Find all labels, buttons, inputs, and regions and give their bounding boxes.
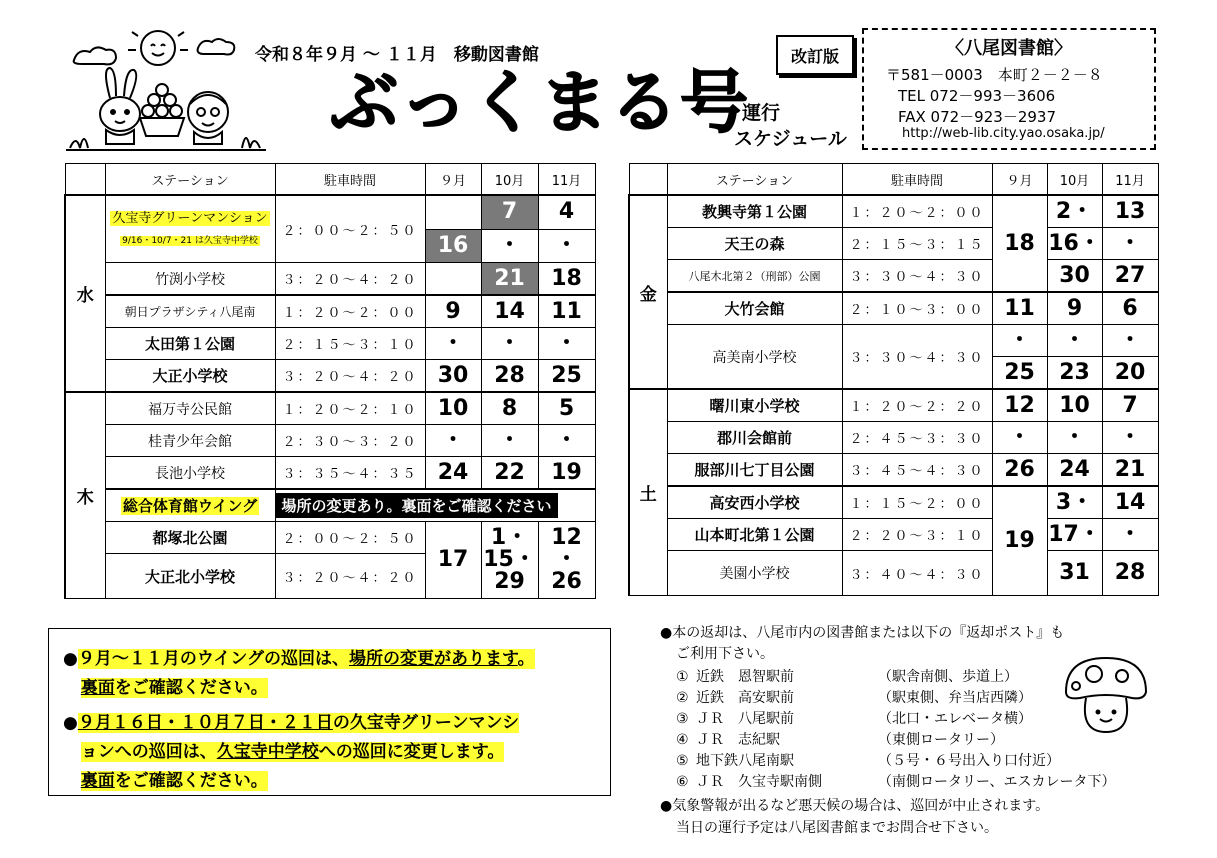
notice-text: 。 <box>517 649 535 669</box>
date-value: ・ <box>555 547 578 572</box>
date-cell: ・ <box>538 425 595 457</box>
date-cell: 16・ <box>1047 228 1102 260</box>
station-name: 大正小学校 <box>105 360 275 393</box>
date-cell: 30 <box>425 360 481 393</box>
time-cell: ３：２０～４：２０ <box>275 554 425 599</box>
return-post-location: （駅東側、弁当店西隣） <box>878 690 1032 706</box>
notice-text: への巡回に変更します。 <box>318 742 505 762</box>
date-cell: 19 <box>992 486 1047 596</box>
date-value: 29 <box>494 569 525 594</box>
date-cell: 27 <box>1102 260 1158 293</box>
return-post-number: ④ <box>676 732 689 748</box>
date-highlight: 21 <box>482 263 538 294</box>
time-cell: １：１５～２：００ <box>842 486 992 519</box>
time-cell: ３：３５～４：３５ <box>275 457 425 490</box>
station-name: 美園小学校 <box>667 551 842 596</box>
time-cell: ３：２０～４：２０ <box>275 360 425 393</box>
date-cell: 20 <box>1102 357 1158 390</box>
date-cell: 11 <box>992 292 1047 325</box>
station-name: 八尾木北第２（刑部）公園 <box>667 260 842 293</box>
library-url[interactable]: http://web-lib.city.yao.osaka.jp/ <box>902 126 1105 141</box>
date-cell: 8 <box>481 392 538 425</box>
date-cell: 24 <box>425 457 481 490</box>
time-header: 駐車時間 <box>275 164 425 196</box>
date-cell: 6 <box>1102 292 1158 325</box>
date-cell: ・ <box>1102 228 1158 260</box>
time-cell: ３：３０～４：３０ <box>842 260 992 293</box>
return-post-location: （東側ロータリー） <box>878 732 1004 748</box>
date-cell: 4 <box>538 195 595 229</box>
date-cell: 10 <box>425 392 481 425</box>
date-highlight: 7 <box>482 196 538 229</box>
station-name: 長池小学校 <box>105 457 275 490</box>
day-label-thu: 木 <box>65 392 105 599</box>
date-cell: 7 <box>1102 389 1158 422</box>
time-cell: ３：２０～４：２０ <box>275 263 425 296</box>
return-intro-line1: ●本の返却は、八尾市内の図書館または以下の『返却ポスト』も <box>660 625 1065 641</box>
date-cell: 18 <box>992 195 1047 292</box>
station-name: 朝日プラザシティ八尾南 <box>105 295 275 328</box>
return-post-name: 地下鉄八尾南駅 <box>696 753 794 769</box>
date-value: 15・ <box>483 547 536 572</box>
date-cell: ・ <box>425 425 481 457</box>
date-cell: ・ <box>481 328 538 360</box>
return-post-name: 近鉄 高安駅前 <box>696 690 794 706</box>
date-cell: ・ <box>1047 422 1102 454</box>
date-cell <box>481 522 538 599</box>
date-cell: 28 <box>1102 551 1158 596</box>
station-name: 服部川七丁目公園 <box>667 454 842 487</box>
notice-text: 裏面 <box>80 678 115 698</box>
day-header-blank <box>65 164 105 196</box>
return-post-name: ＪＲ 久宝寺駅南側 <box>696 774 822 790</box>
station-name: 曙川東小学校 <box>667 389 842 422</box>
notice-box <box>48 628 611 796</box>
date-cell: ・ <box>992 325 1047 357</box>
return-post-location: （北口・エレベータ横） <box>878 711 1032 727</box>
nov-header: 11月 <box>1102 164 1158 196</box>
return-post-name: ＪＲ 八尾駅前 <box>696 711 794 727</box>
station-header: ステーション <box>667 164 842 196</box>
station-name: 都塚北公園 <box>105 522 275 554</box>
notice-item-kyuhoji: ●９月１６日・１０月７日・２１日の久宝寺グリーンマンシ ョンへの巡回は、久宝寺中学校への巡回に変更します。 裏面をご確認ください。 <box>63 713 520 791</box>
date-cell: ・ <box>481 229 538 263</box>
schedule-table-wed-thu <box>64 163 596 599</box>
station-name: 郡川会館前 <box>667 422 842 454</box>
nov-header: 11月 <box>538 164 595 196</box>
day-header-blank <box>629 164 667 196</box>
location-change-banner: 場所の変更あり。裏面をご確認ください <box>276 493 558 518</box>
date-value: 12 <box>551 525 582 550</box>
date-cell: ・ <box>425 328 481 360</box>
date-cell: ・ <box>1102 325 1158 357</box>
date-cell: 18 <box>538 263 595 296</box>
time-cell: ３：３０～４：３０ <box>842 325 992 390</box>
notice-text: ９月～１１月のウイングの巡回は、 <box>77 649 349 669</box>
return-post-number: ③ <box>676 711 689 727</box>
library-address: 〒581－0003 本町２－２－８ <box>886 66 1103 84</box>
time-cell: ２：４５～３：３０ <box>842 422 992 454</box>
date-cell: 19 <box>538 457 595 490</box>
oct-header: 10月 <box>1047 164 1102 196</box>
station-cell <box>105 195 275 263</box>
notice-text: の久宝寺グリーンマンシ <box>332 713 520 733</box>
date-cell: ・ <box>538 229 595 263</box>
schedule-period: 令和８年９月 ～ １１月 移動図書館 <box>255 45 539 65</box>
return-post-item <box>676 666 1115 687</box>
time-cell: ２：００～２：５０ <box>275 522 425 554</box>
subtitle-line1: 運行 <box>742 102 781 124</box>
date-cell: 25 <box>538 360 595 393</box>
time-cell: １：２０～２：００ <box>275 295 425 328</box>
station-name: 高美南小学校 <box>667 325 842 390</box>
date-cell: 30 <box>1047 260 1102 293</box>
return-post-location: （南側ロータリー、エスカレータ下） <box>878 774 1116 790</box>
station-name: 天王の森 <box>667 228 842 260</box>
date-cell <box>425 195 481 229</box>
date-cell: 12 <box>992 389 1047 422</box>
date-cell: 17・ <box>1047 519 1102 551</box>
time-cell: ２：１０～３：００ <box>842 292 992 325</box>
date-cell <box>481 195 538 229</box>
sun-icon <box>128 26 188 65</box>
station-header: ステーション <box>105 164 275 196</box>
time-cell: １：２０～２：１０ <box>275 392 425 425</box>
date-cell: 26 <box>992 454 1047 487</box>
return-post-item <box>676 687 1115 708</box>
date-cell: 22 <box>481 457 538 490</box>
return-post-item <box>676 729 1115 750</box>
sep-header: ９月 <box>992 164 1047 196</box>
date-cell: ・ <box>1102 422 1158 454</box>
time-cell: ３：４０～４：３０ <box>842 551 992 596</box>
date-cell: 21 <box>1102 454 1158 487</box>
time-cell: １：２０～２：００ <box>842 195 992 228</box>
schedule-table-fri-sat <box>628 163 1159 596</box>
station-name: 高安西小学校 <box>667 486 842 519</box>
weather-notice-line1: ●気象警報が出るなど悪天候の場合は、巡回が中止されます。 <box>660 798 1050 814</box>
time-cell: ２：１５～３：１０ <box>275 328 425 360</box>
return-post-list <box>676 666 1115 792</box>
return-post-item <box>676 771 1115 792</box>
time-cell: ２：１５～３：１５ <box>842 228 992 260</box>
rabbit-icon <box>100 68 140 144</box>
notice-text: 久宝寺中学校 <box>216 742 319 762</box>
dango-icon <box>140 84 184 136</box>
library-name: 〈八尾図書館〉 <box>946 38 1072 59</box>
return-post-location: （５号・６号出入り口付近） <box>878 753 1060 769</box>
return-post-item <box>676 750 1115 771</box>
return-post-location: （駅舎南側、歩道上） <box>878 669 1018 685</box>
child-icon <box>188 92 228 144</box>
oct-header: 10月 <box>481 164 538 196</box>
time-cell: ３：４５～４：３０ <box>842 454 992 487</box>
station-name: 太田第１公園 <box>105 328 275 360</box>
date-cell <box>425 229 481 263</box>
sep-header: ９月 <box>425 164 481 196</box>
date-cell: 14 <box>1102 486 1158 519</box>
date-cell: 9 <box>425 295 481 328</box>
weather-notice-line2: 当日の運行予定は八尾図書館までお問合せ下さい。 <box>676 820 998 836</box>
date-highlight: 16 <box>426 230 481 263</box>
date-cell: 10 <box>1047 389 1102 422</box>
station-note: 9/16・10/7・21 は久宝寺中学校 <box>122 235 258 246</box>
library-fax: FAX 072－923－2937 <box>898 108 1056 126</box>
date-value: 1・ <box>490 525 529 550</box>
notice-text: 裏面 <box>80 771 115 791</box>
subtitle-line2: スケジュール <box>734 128 847 150</box>
time-cell: ２：２０～３：１０ <box>842 519 992 551</box>
station-name: 大竹会館 <box>667 292 842 325</box>
date-cell: ・ <box>481 425 538 457</box>
location-change-cell <box>275 489 595 522</box>
date-cell: 14 <box>481 295 538 328</box>
time-header: 駐車時間 <box>842 164 992 196</box>
date-cell: 13 <box>1102 195 1158 228</box>
date-cell: 3・ <box>1047 486 1102 519</box>
notice-text: ９月１６日・１０月７日・２１日 <box>77 713 333 733</box>
date-cell: 28 <box>481 360 538 393</box>
return-post-name: 近鉄 恩智駅前 <box>696 669 794 685</box>
date-cell: 24 <box>1047 454 1102 487</box>
date-cell: 2・ <box>1047 195 1102 228</box>
time-cell: １：２０～２：２０ <box>842 389 992 422</box>
date-cell <box>481 263 538 296</box>
return-post-number: ② <box>676 690 689 706</box>
notice-item-wing: ●９月～１１月のウイングの巡回は、場所の変更があります。 裏面をご確認ください。 <box>63 649 535 698</box>
date-cell: ・ <box>1047 325 1102 357</box>
station-name: 桂青少年会館 <box>105 425 275 457</box>
date-cell: 11 <box>538 295 595 328</box>
cloud-icon <box>198 39 235 55</box>
mushroom-icon <box>1060 652 1150 742</box>
date-cell: 9 <box>1047 292 1102 325</box>
time-cell: ２：００～２：５０ <box>275 195 425 263</box>
station-name: 大正北小学校 <box>105 554 275 599</box>
return-post-name: ＪＲ 志紀駅 <box>696 732 780 748</box>
station-name: 教興寺第１公園 <box>667 195 842 228</box>
return-intro-line2: ご利用下さい。 <box>676 646 774 662</box>
station-name: 福万寺公民館 <box>105 392 275 425</box>
date-cell: 23 <box>1047 357 1102 390</box>
station-cell <box>105 489 275 522</box>
date-cell: 25 <box>992 357 1047 390</box>
date-value: 26 <box>551 569 582 594</box>
day-label-fri: 金 <box>629 195 667 389</box>
return-post-number: ⑥ <box>676 774 689 790</box>
date-cell: ・ <box>538 328 595 360</box>
station-name: 竹渕小学校 <box>105 263 275 296</box>
station-name: 山本町北第１公園 <box>667 519 842 551</box>
library-tel: TEL 072－993－3606 <box>898 87 1056 105</box>
station-name: 総合体育館ウイング <box>122 497 258 515</box>
time-cell: ２：３０～３：２０ <box>275 425 425 457</box>
date-cell: 5 <box>538 392 595 425</box>
page-title: ぶっくまる号 <box>330 64 751 143</box>
date-cell: 31 <box>1047 551 1102 596</box>
date-cell: ・ <box>1102 519 1158 551</box>
date-cell <box>538 522 595 599</box>
notice-text: ョンへの巡回は、 <box>80 742 217 762</box>
return-post-number: ① <box>676 669 689 685</box>
mascot-illustration <box>66 26 266 156</box>
date-cell: 17 <box>425 522 481 599</box>
station-name: 久宝寺グリーンマンション <box>112 210 268 226</box>
notice-text: をご確認ください。 <box>114 678 268 698</box>
notice-text: 場所の変更があります <box>349 649 518 669</box>
revised-badge: 改訂版 <box>776 35 854 75</box>
day-label-sat: 土 <box>629 389 667 596</box>
return-post-number: ⑤ <box>676 753 689 769</box>
date-cell: ・ <box>992 422 1047 454</box>
day-label-wed: 水 <box>65 195 105 392</box>
cloud-icon <box>74 47 116 64</box>
date-cell <box>425 263 481 296</box>
notice-text: をご確認ください。 <box>114 771 268 791</box>
library-info-box <box>862 28 1156 150</box>
return-post-item <box>676 708 1115 729</box>
